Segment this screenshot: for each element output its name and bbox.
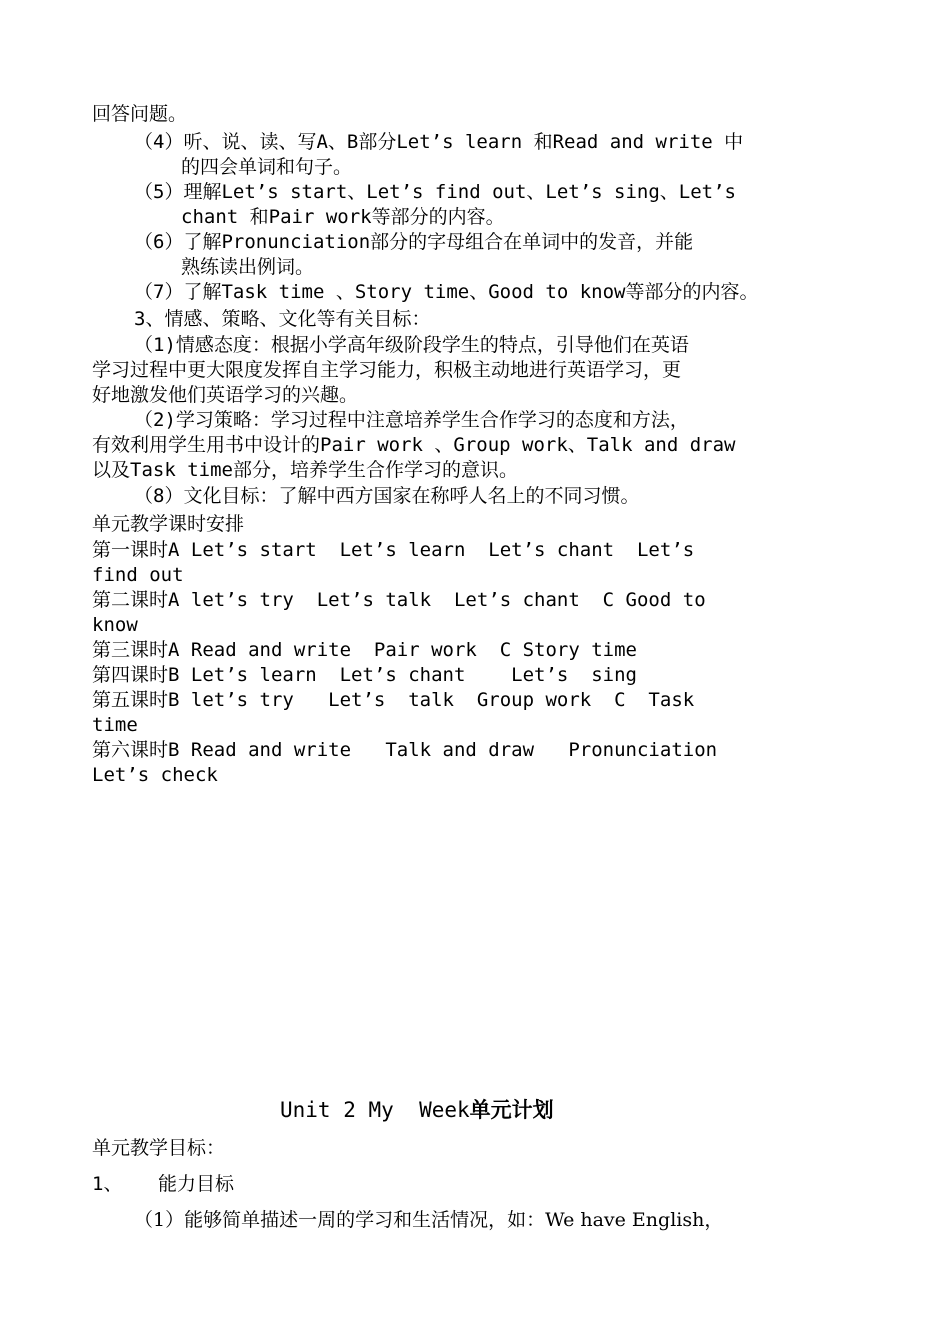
learning-strategy-line-1: （2)学习策略：学习过程中注意培养学生合作学习的态度和方法，: [134, 409, 689, 431]
ability-number: 1、: [92, 1173, 123, 1195]
lesson-4-line: 第四课时B Let’s learn Let’s chant Let’s sing: [92, 664, 637, 686]
ability-label: 能力目标: [158, 1173, 235, 1195]
lesson-2-line-1: 第二课时A let’s try Let’s talk Let’s chant C Good to: [92, 589, 706, 611]
emotion-attitude-line-2: 学习过程中更大限度发挥自主学习能力，积极主动地进行英语学习，更: [92, 359, 682, 381]
schedule-heading: 单元教学课时安排: [92, 513, 245, 535]
objective-4-line-1: （4）听、说、读、写A、B部分Let’s learn 和Read and write 中: [134, 131, 744, 153]
objective-7-line: （7）了解Task time 、Story time、Good to know等部分的内容。: [134, 281, 759, 303]
lesson-6-line-1: 第六课时B Read and write Talk and draw Pronunciation: [92, 739, 718, 761]
lesson-3-line: 第三课时A Read and write Pair work C Story time: [92, 639, 637, 661]
lesson-1-line-2: find out: [92, 564, 184, 586]
objective-5-line-1: （5）理解Let’s start、Let’s find out、Let’s sing、Let’s: [134, 181, 736, 203]
lesson-6-line-2: Let’s check: [92, 764, 218, 786]
emotion-attitude-line-3: 好地激发他们英语学习的兴趣。: [92, 384, 359, 406]
culture-goal-line: （8）文化目标：了解中西方国家在称呼人名上的不同习惯。: [134, 485, 640, 507]
unit2-title-en: Unit 2 My Week: [280, 1098, 470, 1122]
lesson-5-line-2: time: [92, 714, 138, 736]
learning-strategy-line-3: 以及Task time部分，培养学生合作学习的意识。: [92, 459, 518, 481]
answer-questions-line: 回答问题。: [92, 103, 188, 125]
objective-4-line-2: 的四会单词和句子。: [181, 156, 353, 178]
ability-item-1: （1）能够简单描述一周的学习和生活情况，如：We have English，: [134, 1209, 724, 1231]
objective-6-line-1: （6）了解Pronunciation部分的字母组合在单词中的发音，并能: [134, 231, 694, 253]
learning-strategy-line-2: 有效利用学生用书中设计的Pair work 、Group work、Talk and draw: [92, 434, 736, 456]
emotion-attitude-line-1: （1)情感态度：根据小学高年级阶段学生的特点，引导他们在英语: [134, 334, 689, 356]
objective-5-line-2: chant 和Pair work等部分的内容。: [181, 206, 505, 228]
lesson-1-line-1: 第一课时A Let’s start Let’s learn Let’s chant Let’s: [92, 539, 695, 561]
unit2-goal-heading: 单元教学目标：: [92, 1137, 226, 1159]
lesson-2-line-2: know: [92, 614, 138, 636]
unit2-title: [280, 1096, 554, 1124]
lesson-5-line-1: 第五课时B let’s try Let’s talk Group work C Task: [92, 689, 695, 711]
objective-6-line-2: 熟练读出例词。: [181, 256, 315, 278]
emotion-strategy-heading: 3、情感、策略、文化等有关目标：: [134, 308, 431, 330]
unit2-title-cn: 单元计划: [469, 1098, 554, 1122]
